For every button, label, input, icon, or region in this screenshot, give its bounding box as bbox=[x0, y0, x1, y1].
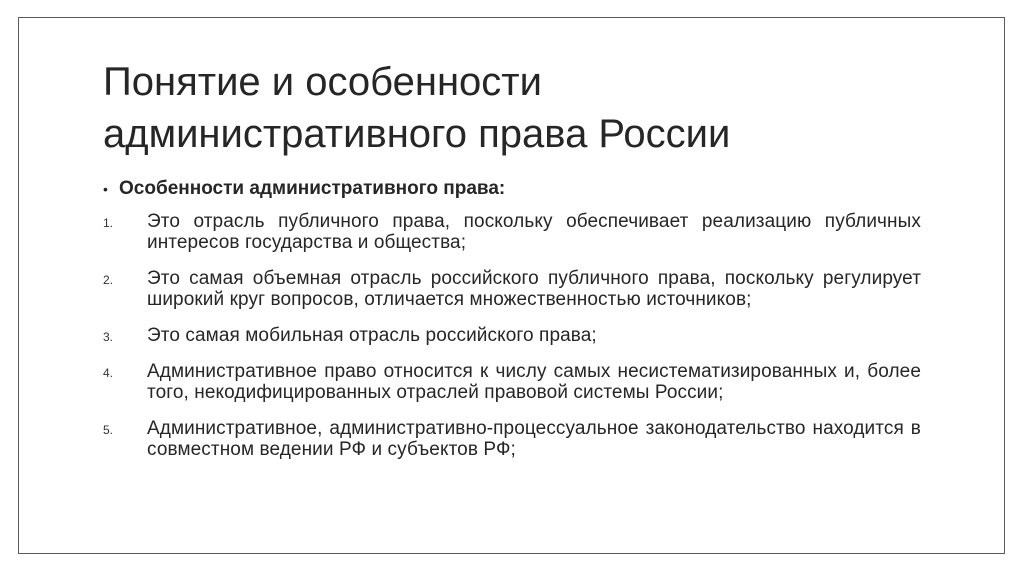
title-line-1: Понятие и особенности bbox=[103, 60, 542, 104]
list-item bbox=[103, 268, 921, 310]
list-item-number: 4. bbox=[103, 366, 114, 380]
list-item-text: Административное право относится к числу самых несистематизированных и, более того, некодифицированных отраслей правовой системы России; bbox=[147, 361, 921, 403]
list-item-number: 5. bbox=[103, 423, 114, 437]
list-item bbox=[103, 418, 921, 460]
title-line-2: административного права России bbox=[103, 112, 731, 156]
slide-content bbox=[103, 178, 921, 475]
list-item-number: 1. bbox=[103, 216, 114, 230]
list-item-text: Административное, административно-процессуальное законодательство находится в совместном ведении РФ и субъектов РФ; bbox=[147, 418, 921, 460]
list-item-text: Это самая объемная отрасль российского публичного права, поскольку регулирует широкий круг вопросов, отличается множественностью источников; bbox=[147, 268, 921, 310]
list-item bbox=[103, 325, 921, 346]
list-item bbox=[103, 361, 921, 403]
list-item bbox=[103, 211, 921, 253]
bullet-heading-text: Особенности административного права: bbox=[119, 178, 506, 199]
bullet-icon: • bbox=[103, 181, 108, 197]
list-item-text: Это отрасль публичного права, поскольку обеспечивает реализацию публичных интересов государства и общества; bbox=[147, 211, 921, 253]
slide-frame bbox=[18, 17, 1005, 554]
list-item-text: Это самая мобильная отрасль российского права; bbox=[147, 325, 597, 346]
list-item-number: 3. bbox=[103, 330, 114, 344]
bullet-heading bbox=[103, 178, 921, 200]
slide-title bbox=[103, 56, 923, 160]
list-item-number: 2. bbox=[103, 273, 114, 287]
